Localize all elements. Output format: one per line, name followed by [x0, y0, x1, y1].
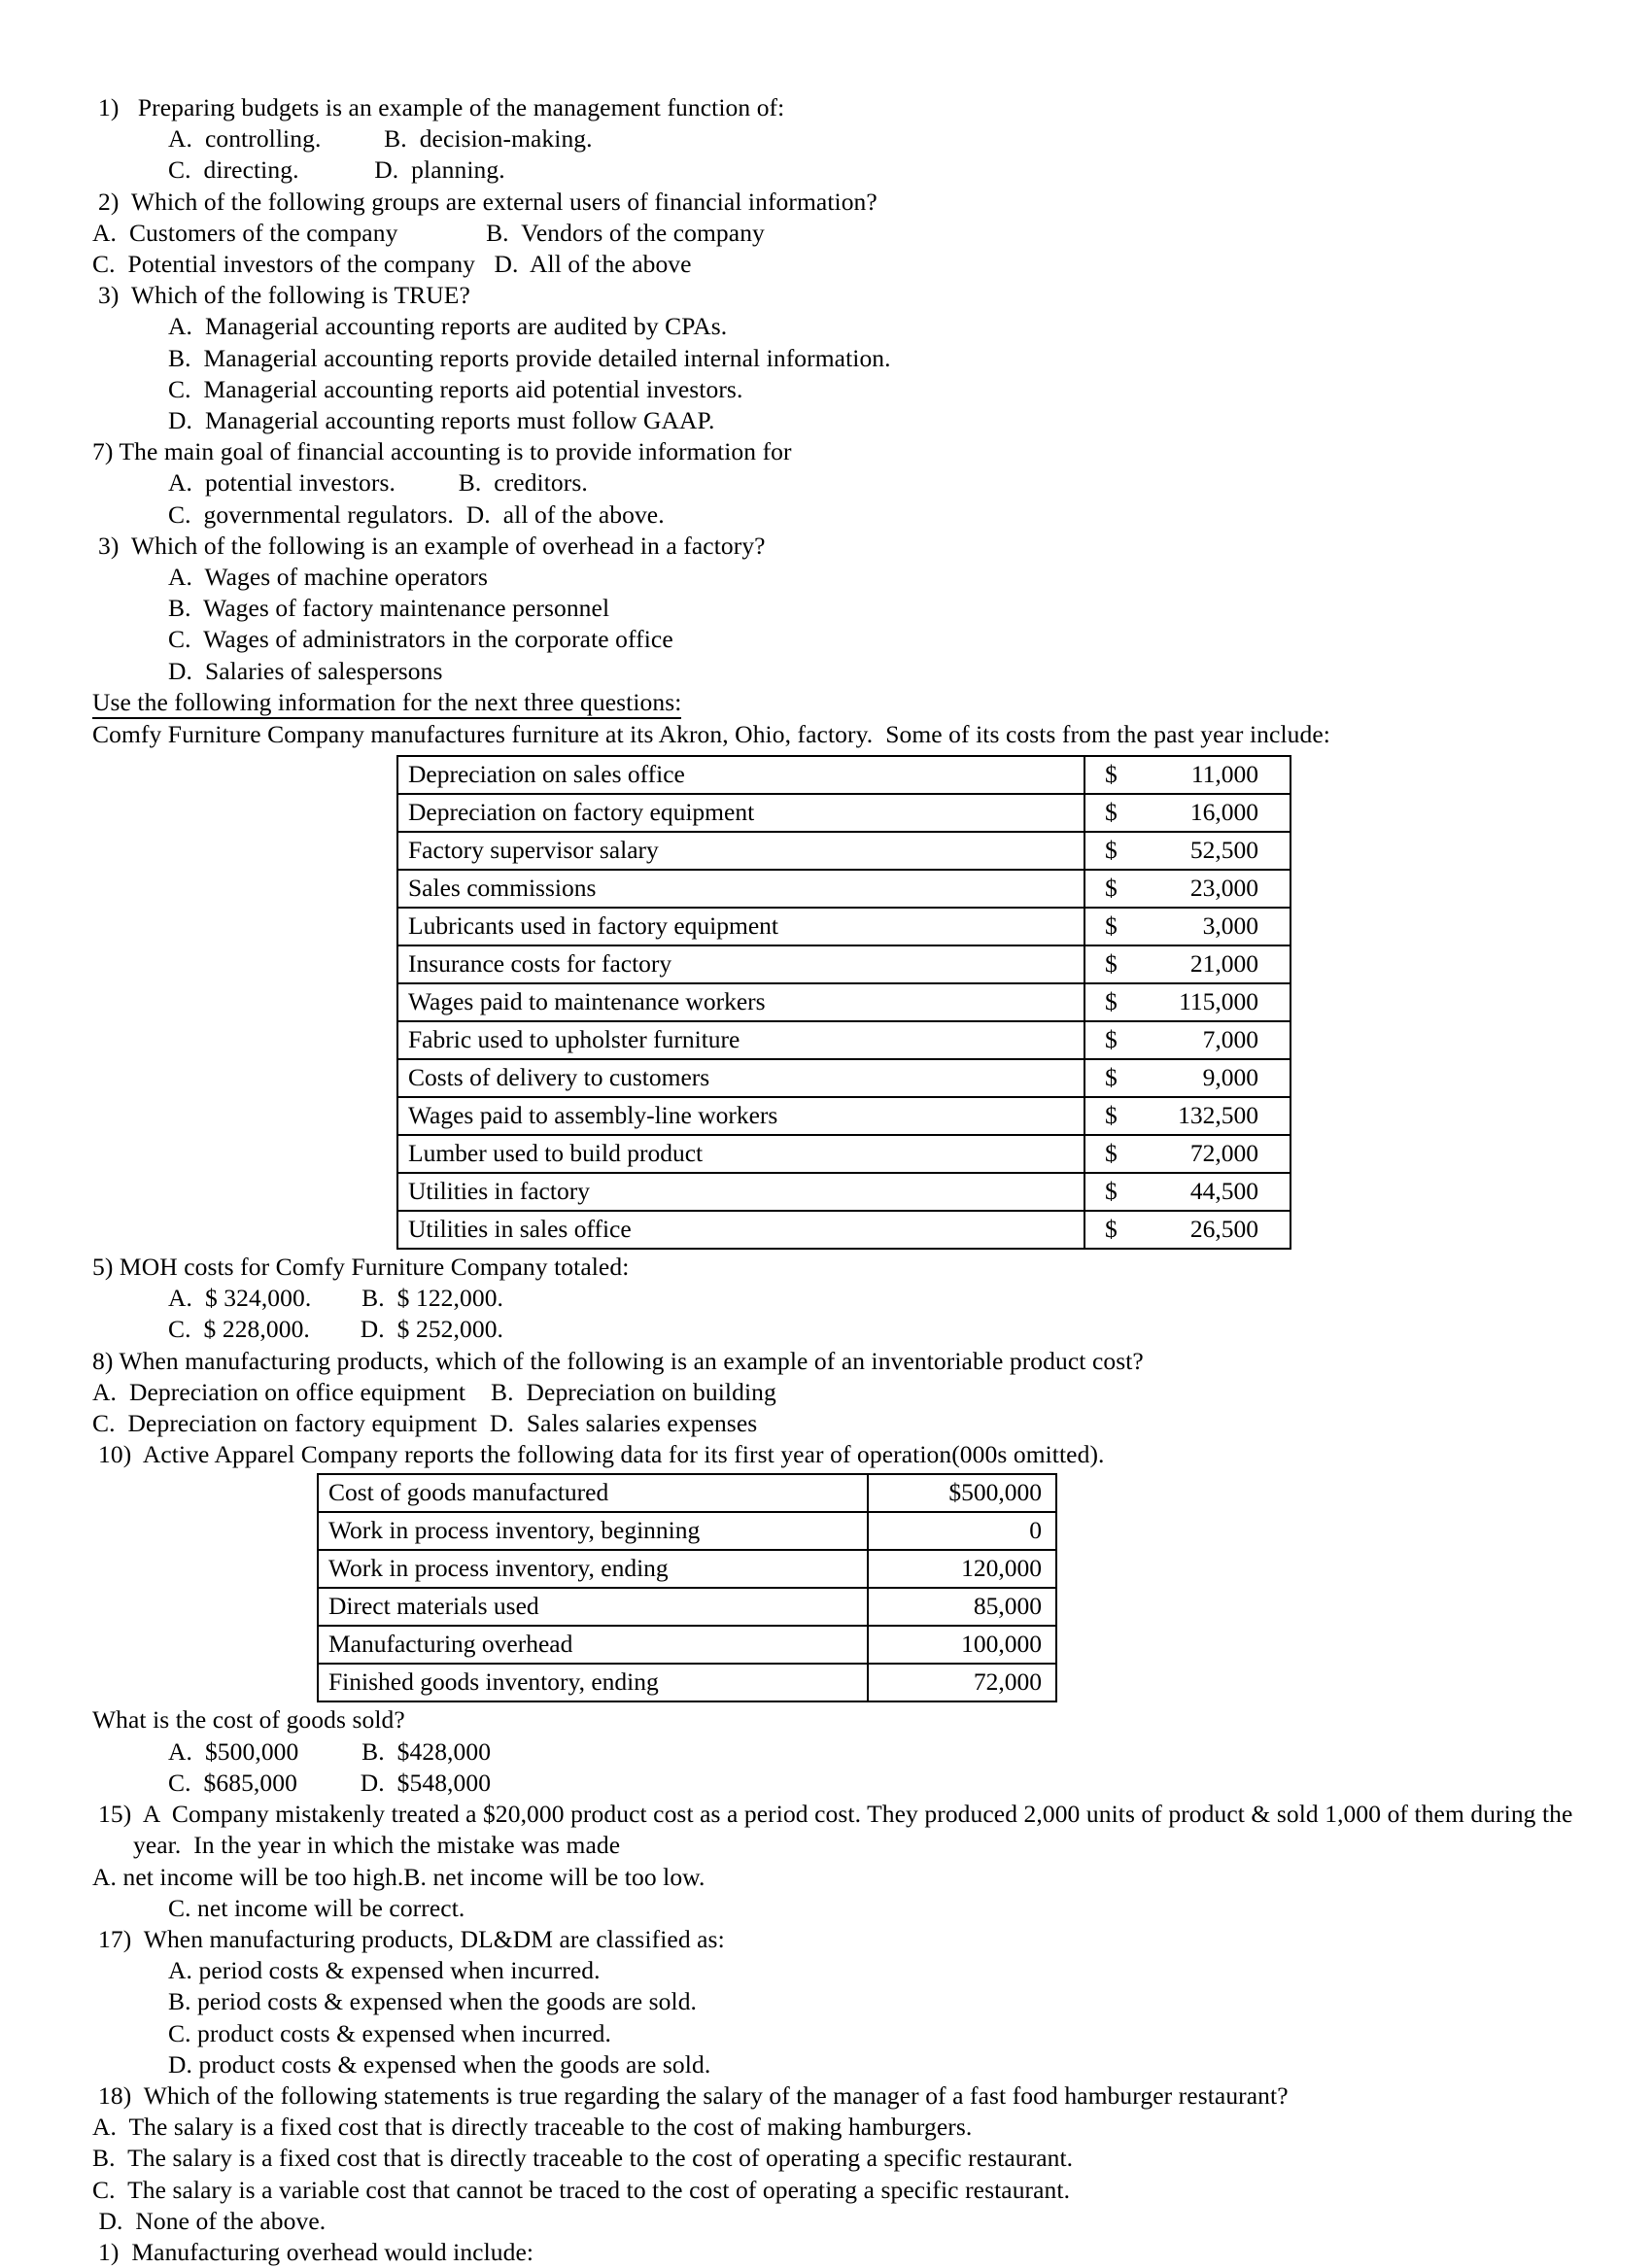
question-3a-stem: 3) Which of the following is TRUE?	[98, 281, 470, 310]
table-row	[318, 1550, 1056, 1588]
apparel-value: 0	[868, 1512, 1056, 1550]
question-18-option-c: C. The salary is a variable cost that cannot be traced to the cost of operating a specific restaurant.	[92, 2175, 1071, 2204]
cost-label: Lumber used to build product	[397, 1135, 1084, 1173]
amount-value: 23,000	[1189, 874, 1258, 903]
comfy-cost-table	[396, 755, 1291, 1250]
instruction-heading: Use the following information for the next three questions:	[92, 688, 681, 719]
currency-symbol: $	[1105, 987, 1118, 1016]
cost-label: Sales commissions	[397, 870, 1084, 908]
question-18-option-a: A. The salary is a fixed cost that is directly traceable to the cost of making hamburgers.	[92, 2113, 973, 2142]
cost-label: Lubricants used in factory equipment	[397, 908, 1084, 945]
cost-amount	[1084, 1173, 1291, 1211]
question-3a-option-c: C. Managerial accounting reports aid potential investors.	[168, 374, 743, 403]
table-row	[397, 794, 1291, 832]
apparel-value: $500,000	[868, 1474, 1056, 1512]
amount-value: 16,000	[1189, 798, 1258, 827]
question-5-options-cd: C. $ 228,000. D. $ 252,000.	[168, 1315, 504, 1344]
comfy-cost-table-body	[397, 756, 1291, 1249]
question-5-options-ab: A. $ 324,000. B. $ 122,000.	[168, 1284, 504, 1313]
table-row	[397, 1173, 1291, 1211]
question-1-options-ab: A. controlling. B. decision-making.	[168, 124, 593, 154]
amount-value: 26,500	[1189, 1215, 1258, 1244]
question-7-options-cd: C. governmental regulators. D. all of the above.	[168, 499, 665, 529]
comfy-intro-text: Comfy Furniture Company manufactures furniture at its Akron, Ohio, factory. Some of its costs from the past year include:	[92, 719, 1330, 748]
currency-symbol: $	[1105, 798, 1118, 827]
question-17-stem: 17) When manufacturing products, DL&DM are classified as:	[98, 1924, 725, 1953]
cost-amount	[1084, 870, 1291, 908]
table-row	[318, 1474, 1056, 1512]
cost-amount	[1084, 1211, 1291, 1249]
cost-amount	[1084, 1135, 1291, 1173]
document-content	[92, 92, 1573, 2268]
apparel-label: Direct materials used	[318, 1588, 868, 1626]
question-3a-option-b: B. Managerial accounting reports provide detailed internal information.	[168, 343, 891, 372]
table-row	[397, 1021, 1291, 1059]
question-17-option-a: A. period costs & expensed when incurred.	[168, 1956, 601, 1985]
currency-symbol: $	[1105, 836, 1118, 865]
amount-value: 44,500	[1189, 1177, 1258, 1206]
question-3b-option-a: A. Wages of machine operators	[168, 563, 489, 592]
table-row	[397, 832, 1291, 870]
question-5-stem: 5) MOH costs for Comfy Furniture Company totaled:	[92, 1253, 630, 1282]
cost-label: Wages paid to maintenance workers	[397, 983, 1084, 1021]
currency-symbol: $	[1105, 1101, 1118, 1130]
cost-label: Depreciation on sales office	[397, 756, 1084, 794]
currency-symbol: $	[1105, 949, 1118, 979]
question-10-options-ab: A. $500,000 B. $428,000	[168, 1736, 492, 1766]
table-row	[397, 1211, 1291, 1249]
cost-amount	[1084, 1021, 1291, 1059]
table-row	[397, 908, 1291, 945]
apparel-data-table-wrapper	[317, 1473, 1569, 1702]
table-row	[397, 1059, 1291, 1097]
comfy-cost-table-wrapper	[396, 755, 1569, 1250]
cost-amount	[1084, 794, 1291, 832]
question-10-options-cd: C. $685,000 D. $548,000	[168, 1768, 492, 1797]
cost-amount	[1084, 908, 1291, 945]
question-10-followup: What is the cost of goods sold?	[92, 1705, 405, 1735]
amount-value: 9,000	[1202, 1063, 1258, 1092]
question-18-option-d: D. None of the above.	[92, 2206, 327, 2235]
apparel-label: Work in process inventory, beginning	[318, 1512, 868, 1550]
table-row	[397, 983, 1291, 1021]
apparel-label: Cost of goods manufactured	[318, 1474, 868, 1512]
question-8-stem: 8) When manufacturing products, which of the following is an example of an inventoriable product cost?	[92, 1346, 1144, 1375]
question-15-option-c: C. net income will be correct.	[168, 1893, 465, 1922]
cost-amount	[1084, 945, 1291, 983]
amount-value: 21,000	[1189, 949, 1258, 979]
table-row	[318, 1626, 1056, 1664]
apparel-value: 100,000	[868, 1626, 1056, 1664]
question-15-stem: 15) A Company mistakenly treated a $20,000 product cost as a period cost. They produced 2,000 units of product & sold 1,000 of them during the	[98, 1800, 1573, 1829]
question-18-stem: 18) Which of the following statements is true regarding the salary of the manager of a fast food hamburger restaurant?	[98, 2080, 1289, 2110]
currency-symbol: $	[1105, 760, 1118, 789]
cost-label: Fabric used to upholster furniture	[397, 1021, 1084, 1059]
cost-label: Factory supervisor salary	[397, 832, 1084, 870]
question-8-options-cd: C. Depreciation on factory equipment D. Sales salaries expenses	[92, 1409, 758, 1438]
cost-label: Insurance costs for factory	[397, 945, 1084, 983]
question-10-stem: 10) Active Apparel Company reports the following data for its first year of operation(000s omitted).	[98, 1440, 1105, 1469]
question-17-option-d: D. product costs & expensed when the goods are sold.	[168, 2049, 711, 2079]
table-row	[397, 756, 1291, 794]
table-row	[397, 870, 1291, 908]
cost-amount	[1084, 983, 1291, 1021]
question-2-options-ab: A. Customers of the company B. Vendors of the company	[92, 218, 765, 247]
question-last-stem: 1) Manufacturing overhead would include:	[98, 2237, 534, 2266]
cost-label: Costs of delivery to customers	[397, 1059, 1084, 1097]
question-3b-stem: 3) Which of the following is an example of overhead in a factory?	[98, 531, 766, 560]
question-15-stem-cont: year. In the year in which the mistake was made	[133, 1831, 621, 1860]
cost-amount	[1084, 832, 1291, 870]
amount-value: 115,000	[1179, 987, 1258, 1016]
table-row	[318, 1588, 1056, 1626]
question-7-stem: 7) The main goal of financial accounting is to provide information for	[92, 437, 792, 466]
question-8-options-ab: A. Depreciation on office equipment B. Depreciation on building	[92, 1377, 776, 1406]
cost-label: Wages paid to assembly-line workers	[397, 1097, 1084, 1135]
apparel-data-table	[317, 1473, 1057, 1702]
currency-symbol: $	[1105, 1139, 1118, 1168]
table-row	[318, 1512, 1056, 1550]
question-3b-option-d: D. Salaries of salespersons	[168, 656, 443, 685]
table-row	[397, 945, 1291, 983]
amount-value: 11,000	[1190, 760, 1258, 789]
question-2-stem: 2) Which of the following groups are external users of financial information?	[98, 187, 878, 216]
question-7-options-ab: A. potential investors. B. creditors.	[168, 468, 588, 498]
cost-amount	[1084, 756, 1291, 794]
question-17-option-b: B. period costs & expensed when the goods are sold.	[168, 1987, 698, 2016]
currency-symbol: $	[1105, 1063, 1118, 1092]
question-17-option-c: C. product costs & expensed when incurred.	[168, 2018, 612, 2047]
currency-symbol: $	[1105, 1025, 1118, 1054]
question-1-options-cd: C. directing. D. planning.	[168, 155, 505, 185]
apparel-label: Finished goods inventory, ending	[318, 1664, 868, 1701]
amount-value: 132,500	[1178, 1101, 1258, 1130]
amount-value: 3,000	[1202, 911, 1258, 941]
currency-symbol: $	[1105, 911, 1118, 941]
cost-label: Depreciation on factory equipment	[397, 794, 1084, 832]
question-3a-option-d: D. Managerial accounting reports must follow GAAP.	[168, 406, 715, 435]
question-3a-option-a: A. Managerial accounting reports are audited by CPAs.	[168, 312, 728, 341]
question-18-option-b: B. The salary is a fixed cost that is directly traceable to the cost of operating a specific restaurant.	[92, 2144, 1074, 2173]
question-2-options-cd: C. Potential investors of the company D. All of the above	[92, 250, 692, 279]
instruction-heading-wrap	[92, 687, 1569, 719]
cost-label: Utilities in sales office	[397, 1211, 1084, 1249]
apparel-value: 120,000	[868, 1550, 1056, 1588]
cost-label: Utilities in factory	[397, 1173, 1084, 1211]
apparel-label: Work in process inventory, ending	[318, 1550, 868, 1588]
table-row	[397, 1135, 1291, 1173]
question-15-options-ab: A. net income will be too high.B. net income will be too low.	[92, 1862, 706, 1891]
table-row	[397, 1097, 1291, 1135]
question-1-stem: 1) Preparing budgets is an example of the management function of:	[98, 93, 785, 121]
currency-symbol: $	[1105, 1177, 1118, 1206]
cost-amount	[1084, 1097, 1291, 1135]
cost-amount	[1084, 1059, 1291, 1097]
amount-value: 72,000	[1189, 1139, 1258, 1168]
currency-symbol: $	[1105, 874, 1118, 903]
apparel-label: Manufacturing overhead	[318, 1626, 868, 1664]
apparel-value: 85,000	[868, 1588, 1056, 1626]
amount-value: 7,000	[1202, 1025, 1258, 1054]
question-3b-option-b: B. Wages of factory maintenance personnel	[168, 594, 610, 623]
question-3b-option-c: C. Wages of administrators in the corporate office	[168, 625, 673, 654]
apparel-value: 72,000	[868, 1664, 1056, 1701]
table-row	[318, 1664, 1056, 1701]
currency-symbol: $	[1105, 1215, 1118, 1244]
apparel-data-table-body	[318, 1474, 1056, 1701]
amount-value: 52,500	[1189, 836, 1258, 865]
